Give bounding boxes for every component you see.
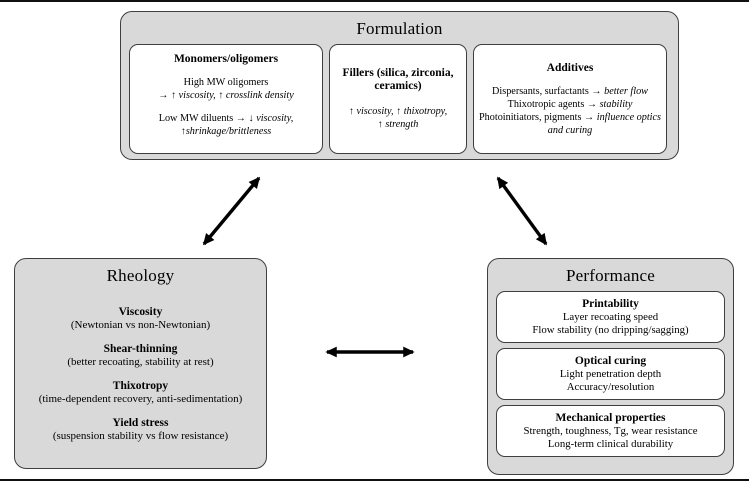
arrow-formulation-rheology [204,178,259,244]
rheology-item-yield-stress [15,417,266,443]
monomers-paragraph-2 [159,112,294,138]
rheology-term: Viscosity [118,306,163,318]
printability-subbox [496,291,725,343]
mechanical-properties-line-2: Long-term clinical durability [547,437,674,450]
performance-subboxes [488,286,733,457]
performance-title: Performance [565,266,656,285]
monomers-p1-plain: High MW oligomers [183,77,269,88]
printability-line-2: Flow stability (no dripping/sagging) [532,323,689,336]
optical-curing-subbox [496,348,725,400]
mechanical-properties-subbox [496,405,725,457]
optical-curing-heading: Optical curing [574,354,647,367]
rheology-detail: (suspension stability vs flow resistance) [52,430,229,442]
monomers-p2-plain: Low MW diluents → ↓ [158,113,257,124]
additives-line-2-italic: stability [599,98,633,110]
fillers-line-1: ↑ viscosity, ↑ thixotropy, [348,106,448,117]
mechanical-properties-heading: Mechanical properties [555,411,666,424]
additives-line-1-plain: Dispersants, surfactants → [492,85,605,97]
monomers-heading: Monomers/oligomers [173,53,279,65]
optical-curing-line-2: Accuracy/resolution [566,380,655,393]
monomers-p3-italic: ↑shrinkage/brittleness [180,126,272,137]
rheology-detail: (better recoating, stability at rest) [67,356,214,368]
additives-line-3-italic: influence optics and curing [547,111,661,136]
mechanical-properties-line-1: Strength, toughness, Tg, wear resistance [523,424,698,437]
printability-heading: Printability [582,297,639,310]
fillers-line-2: ↑ strength [377,119,419,130]
rheology-term: Shear-thinning [103,343,178,355]
rheology-item-shear-thinning [15,343,266,369]
fillers-text [349,105,447,131]
additives-heading: Additives [546,61,594,74]
rheology-term: Thixotropy [112,380,169,392]
formulation-subboxes [121,39,678,154]
rheology-term: Yield stress [112,417,169,429]
formulation-box [120,11,679,160]
formulation-title: Formulation [356,19,443,38]
rheology-box [14,258,267,469]
optical-curing-line-1: Light penetration depth [559,367,662,380]
performance-box [487,258,734,475]
monomers-subbox [129,44,323,154]
fillers-heading: Fillers (silica, zirconia, ceramics) [342,67,454,92]
additives-line-3-plain: Photoinitiators, pigments → [479,111,597,123]
additives-text [479,85,661,137]
rheology-item-thixotropy [15,380,266,406]
monomers-p2-italic: viscosity, [256,113,294,124]
printability-line-1: Layer recoating speed [562,310,659,323]
rheology-detail: (Newtonian vs non-Newtonian) [70,319,211,331]
fillers-subbox [329,44,467,154]
arrow-formulation-performance [498,178,546,244]
additives-subbox [473,44,667,154]
rheology-title: Rheology [106,266,175,285]
monomers-paragraph-1 [158,76,293,102]
additives-line-2-plain: Thixotropic agents → [507,98,600,110]
monomers-p1-italic: → ↑ viscosity, ↑ crosslink density [158,90,294,101]
rheology-detail: (time-dependent recovery, anti-sedimentation) [38,393,243,405]
rheology-item-viscosity [15,306,266,332]
additives-line-1-italic: better flow [604,85,648,97]
rheology-items [15,286,266,443]
